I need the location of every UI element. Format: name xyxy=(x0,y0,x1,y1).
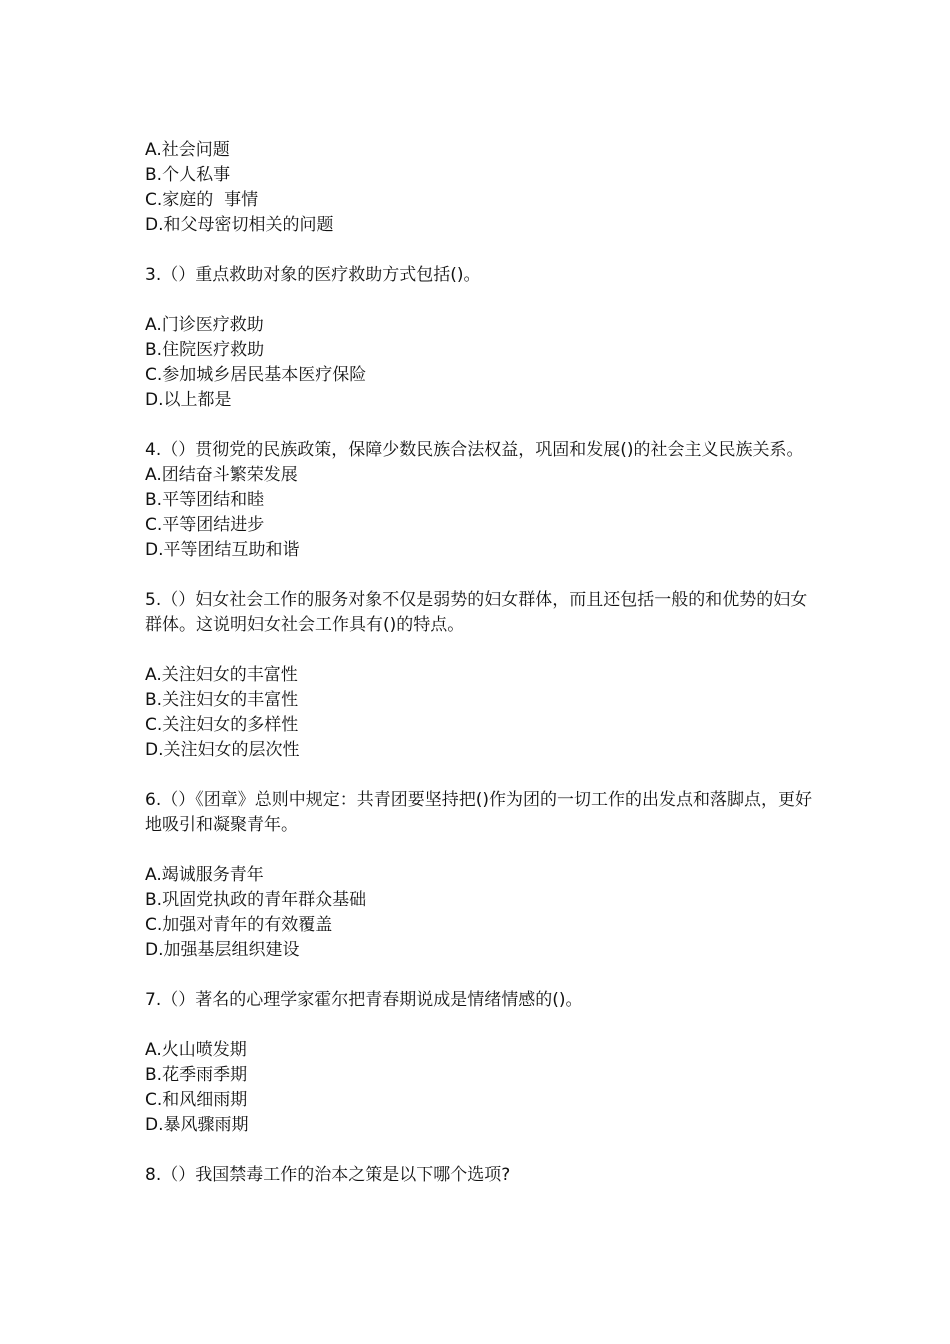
option-d: D.关注妇女的层次性 xyxy=(145,740,300,760)
option-b: B.住院医疗救助 xyxy=(145,340,265,360)
option-a: A.社会问题 xyxy=(145,140,230,160)
option-c: C.参加城乡居民基本医疗保险 xyxy=(145,365,367,385)
question-3 xyxy=(145,263,815,413)
option-b: B.巩固党执政的青年群众基础 xyxy=(145,890,367,910)
question-text: 4.（）贯彻党的民族政策，保障少数民族合法权益，巩固和发展()的社会主义民族关系。 xyxy=(145,440,804,460)
question-7 xyxy=(145,988,815,1138)
question-5 xyxy=(145,588,815,763)
document-page xyxy=(145,138,815,1188)
option-b: B.平等团结和睦 xyxy=(145,490,265,510)
option-d: D.以上都是 xyxy=(145,390,232,410)
question-text: 8.（）我国禁毒工作的治本之策是以下哪个选项? xyxy=(145,1165,511,1185)
option-d: D.暴风骤雨期 xyxy=(145,1115,249,1135)
option-c: C.关注妇女的多样性 xyxy=(145,715,299,735)
option-b: B.关注妇女的丰富性 xyxy=(145,690,299,710)
option-d: D.平等团结互助和谐 xyxy=(145,540,300,560)
option-a: A.团结奋斗繁荣发展 xyxy=(145,465,298,485)
option-c: C.家庭的 事情 xyxy=(145,190,259,210)
option-a: A.火山喷发期 xyxy=(145,1040,247,1060)
question-8 xyxy=(145,1163,815,1188)
option-c: C.和风细雨期 xyxy=(145,1090,248,1110)
option-a: A.竭诚服务青年 xyxy=(145,865,264,885)
option-a: A.关注妇女的丰富性 xyxy=(145,665,298,685)
question-4 xyxy=(145,438,815,563)
option-d: D.加强基层组织建设 xyxy=(145,940,300,960)
option-a: A.门诊医疗救助 xyxy=(145,315,264,335)
option-c: C.平等团结进步 xyxy=(145,515,265,535)
option-b: B.花季雨季期 xyxy=(145,1065,248,1085)
leading-options xyxy=(145,138,815,238)
question-text: 5.（）妇女社会工作的服务对象不仅是弱势的妇女群体，而且还包括一般的和优势的妇女群体。这说明妇女社会工作具有()的特点。 xyxy=(145,590,808,635)
question-text: 3.（）重点救助对象的医疗救助方式包括()。 xyxy=(145,265,481,285)
option-c: C.加强对青年的有效覆盖 xyxy=(145,915,333,935)
question-6 xyxy=(145,788,815,963)
question-text: 7.（）著名的心理学家霍尔把青春期说成是情绪情感的()。 xyxy=(145,990,583,1010)
option-d: D.和父母密切相关的问题 xyxy=(145,215,334,235)
question-text: 6.（）《团章》总则中规定：共青团要坚持把()作为团的一切工作的出发点和落脚点，更好地吸引和凝聚青年。 xyxy=(145,790,812,835)
option-b: B.个人私事 xyxy=(145,165,231,185)
